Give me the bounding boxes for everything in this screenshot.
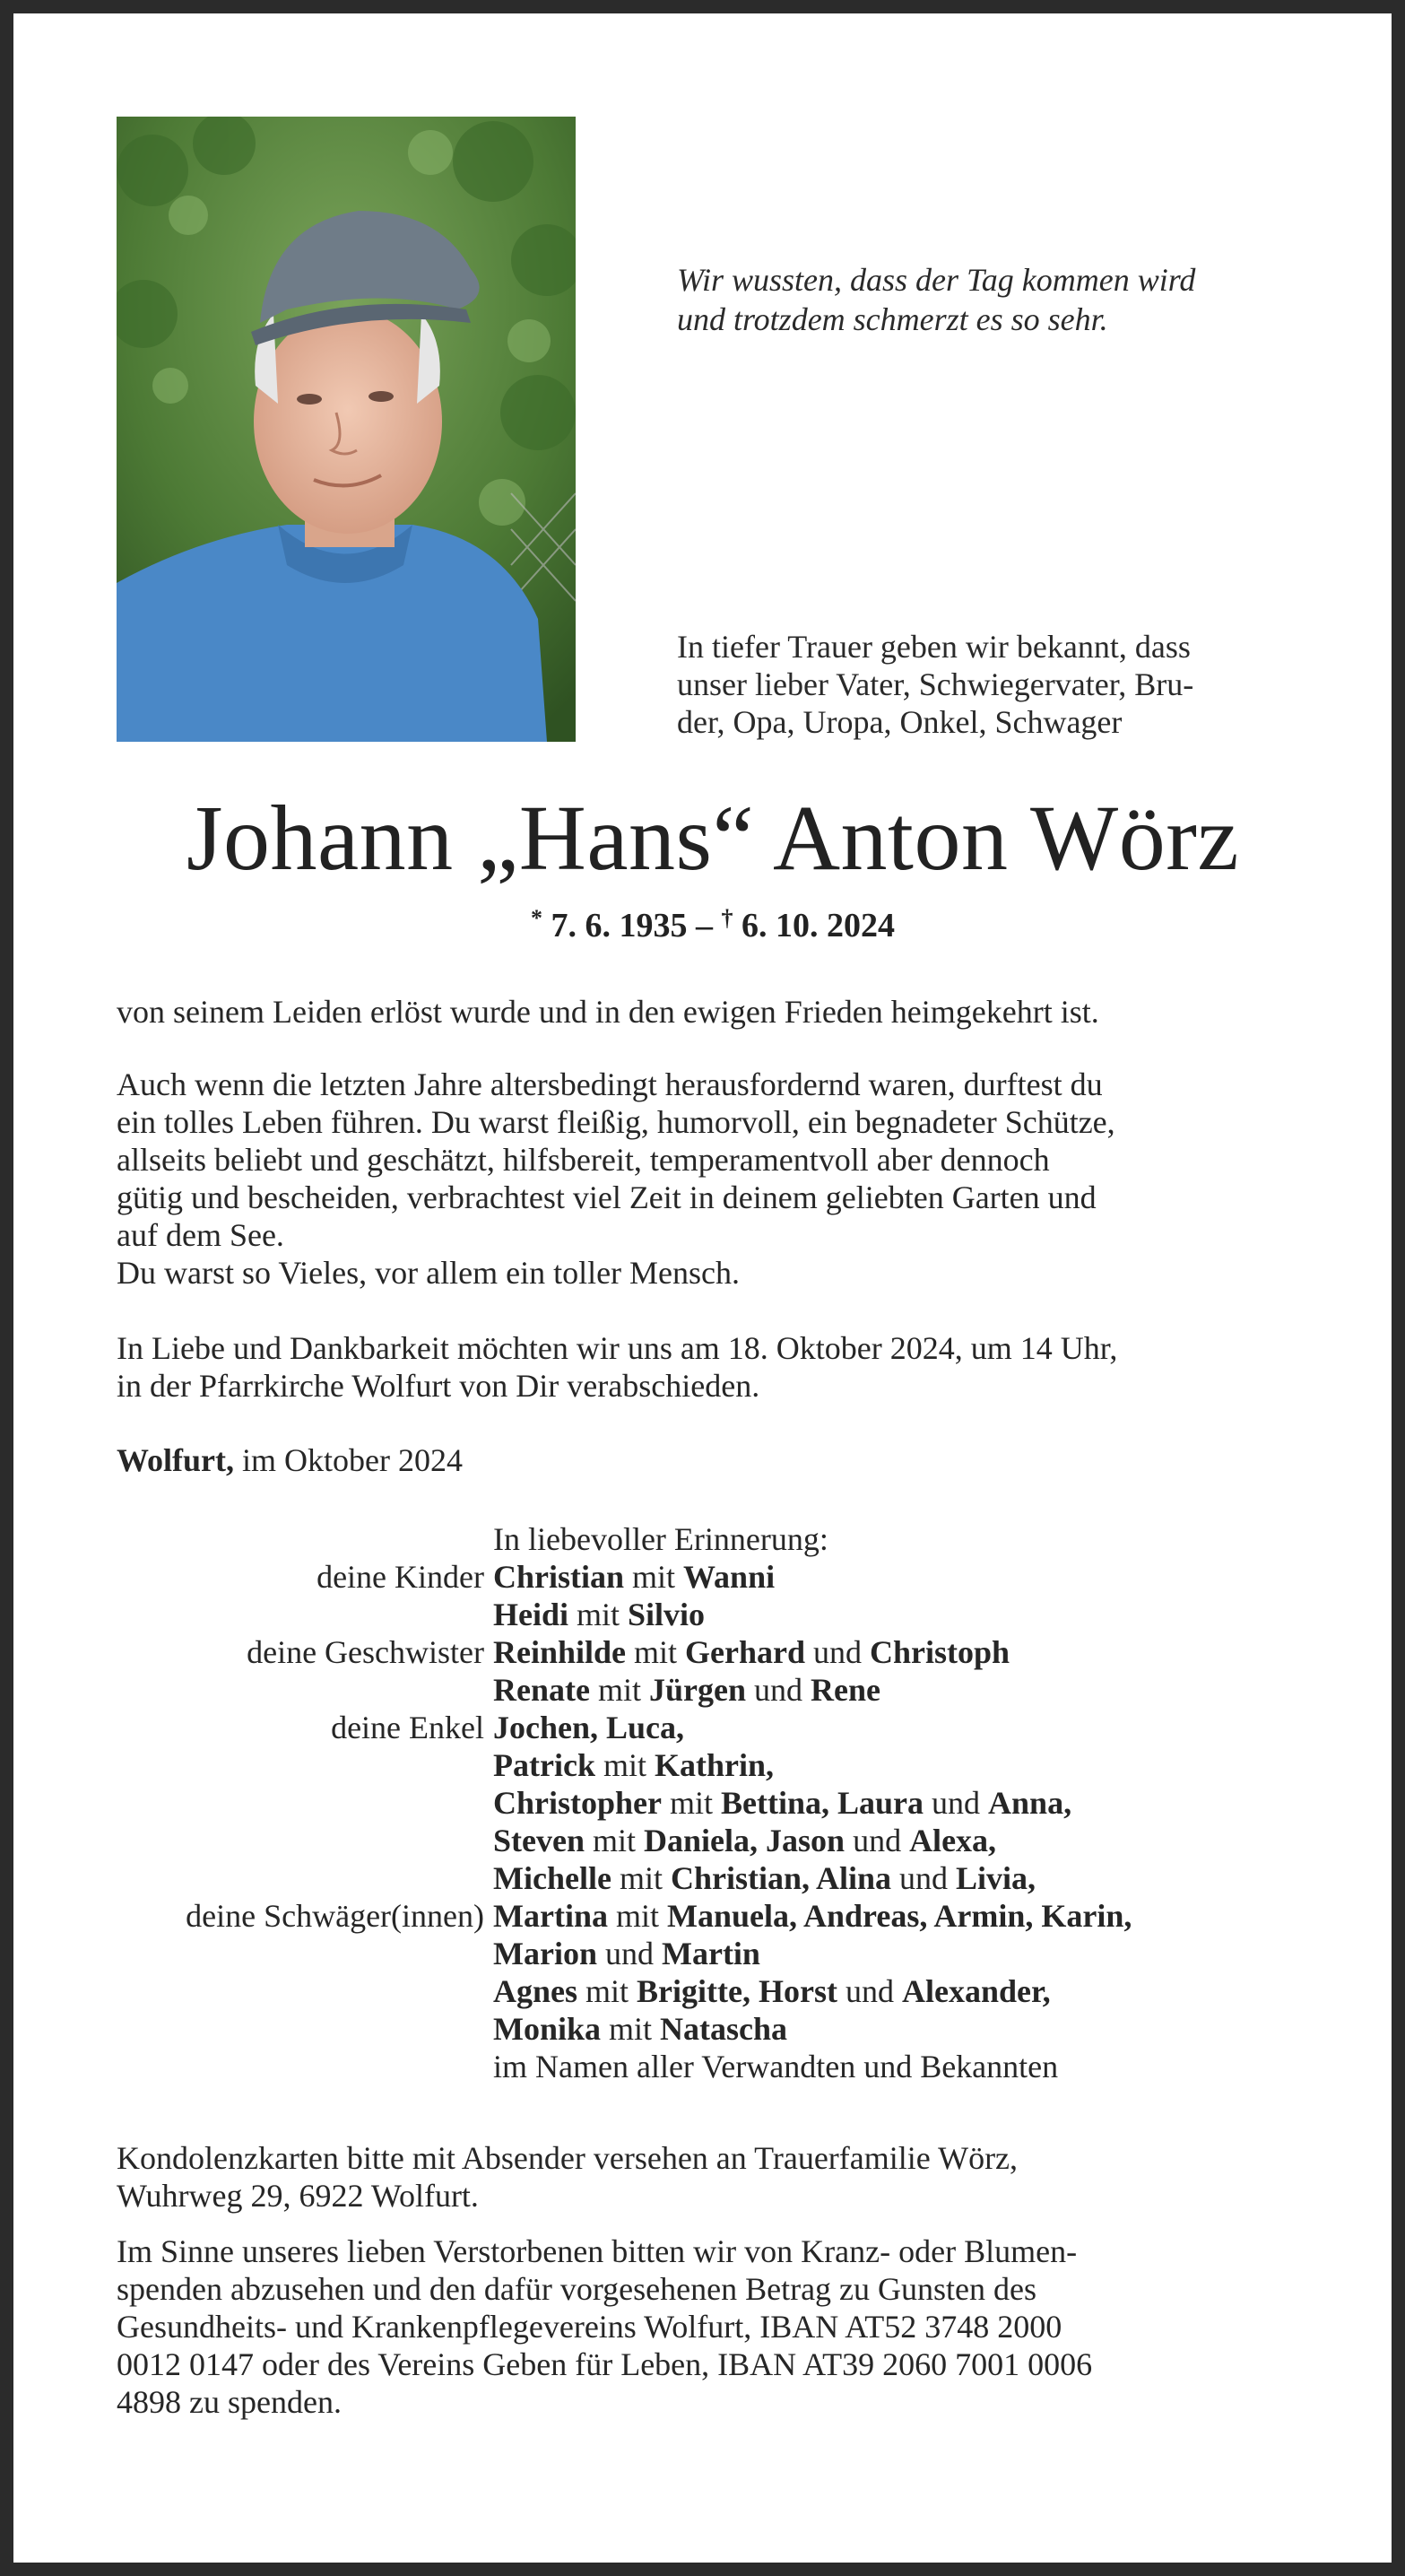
announcement-intro [677, 628, 1305, 741]
birth-mark: * [531, 905, 542, 931]
mourner-rows [117, 1558, 1327, 2085]
relative-name: Christian [493, 1559, 625, 1595]
connector-text: und [596, 1936, 662, 1971]
relative-names [493, 1671, 1327, 1709]
relative-name: Michelle [493, 1860, 611, 1896]
connector-text: und [837, 1973, 902, 2009]
relative-name: Livia, [956, 1860, 1036, 1896]
place-date-line [117, 1441, 1309, 1479]
relation-label [117, 1935, 493, 1972]
relative-name: Marion [493, 1936, 597, 1971]
relative-name: Agnes [493, 1973, 578, 2009]
mourner-row [117, 1671, 1327, 1709]
tribute-line: ein tolles Leben führen. Du warst fleißig, humorvoll, ein begnadeter Schütze, [117, 1104, 1115, 1140]
relative-name: Heidi [493, 1597, 569, 1632]
connector-text: mit [607, 1898, 667, 1934]
released-paragraph: von seinem Leiden erlöst wurde und in den ewigen Frieden heimgekehrt ist. [117, 994, 1099, 1030]
farewell-line: In Liebe und Dankbarkeit möchten wir uns am 18. Oktober 2024, um 14 Uhr, [117, 1330, 1118, 1366]
connector-text: mit [585, 1823, 645, 1858]
relative-name: Kathrin, [654, 1747, 774, 1783]
relative-name: Rene [810, 1672, 880, 1708]
mourners-heading: In liebevoller Erinnerung: [493, 1521, 828, 1557]
donation-line: 4898 zu spenden. [117, 2384, 342, 2420]
connector-text: mit [611, 1860, 671, 1896]
relative-name: Natascha [660, 2011, 788, 2047]
date-separator: – [696, 907, 713, 944]
connector-text: mit [577, 1973, 637, 2009]
death-mark: † [721, 905, 733, 931]
condolence-line: Kondolenzkarten bitte mit Absender versehen an Trauerfamilie Wörz, [117, 2140, 1019, 2176]
connector-text: mit [662, 1785, 722, 1821]
relative-names [493, 2010, 1327, 2048]
mourner-row [117, 1859, 1327, 1897]
donation-line: 0012 0147 oder des Vereins Geben für Leben, IBAN AT39 2060 7001 0006 [117, 2346, 1093, 2382]
relative-names [493, 1596, 1327, 1633]
connector-text: und [891, 1860, 957, 1896]
farewell-line: in der Pfarrkirche Wolfurt von Dir verabschieden. [117, 1368, 760, 1404]
connector-text: mit [624, 1559, 684, 1595]
mourner-row [117, 1972, 1327, 2010]
relation-label [117, 1671, 493, 1709]
relative-name: Martina [493, 1898, 608, 1934]
quote-line: Wir wussten, dass der Tag kommen wird [677, 262, 1196, 298]
relation-label [117, 2048, 493, 2085]
mourners-heading-row [117, 1520, 1327, 1558]
mourner-row [117, 1558, 1327, 1596]
relative-name: Martin [661, 1936, 760, 1971]
relation-label: deine Kinder [317, 1559, 484, 1595]
relation-label [117, 1822, 493, 1859]
relative-name: Reinhilde [493, 1634, 627, 1670]
donation-line: Gesundheits- und Krankenpflegevereins Wolfurt, IBAN AT52 3748 2000 [117, 2309, 1062, 2345]
intro-line: In tiefer Trauer geben wir bekannt, dass [677, 629, 1191, 665]
connector-text: mit [589, 1672, 649, 1708]
mourner-row [117, 1633, 1327, 1671]
connector-text: mit [568, 1597, 629, 1632]
donation-paragraph [117, 2232, 1309, 2421]
tribute-line: gütig und bescheiden, verbrachtest viel Zeit in deinem geliebten Garten und [117, 1179, 1097, 1215]
intro-line: unser lieber Vater, Schwiegervater, Bru- [677, 666, 1194, 702]
connector-text: und [745, 1672, 811, 1708]
relation-label [117, 2010, 493, 2048]
relative-name: Monika [493, 2011, 602, 2047]
connector-text: mit [594, 1747, 655, 1783]
tribute-paragraph [117, 1066, 1309, 1292]
mourner-row [117, 1709, 1327, 1746]
relative-names [493, 1746, 1327, 1784]
relative-name: Bettina, Laura [721, 1785, 924, 1821]
relative-name: Christian, Alina [670, 1860, 892, 1896]
tribute-line: Auch wenn die letzten Jahre altersbedingt herausfordernd waren, durftest du [117, 1066, 1103, 1102]
relative-names [493, 1633, 1327, 1671]
relative-names [493, 1709, 1327, 1746]
death-date: 6. 10. 2024 [742, 907, 895, 944]
relative-name: Manuela, Andreas, Armin, Karin, [666, 1898, 1132, 1934]
relative-name: Renate [493, 1672, 590, 1708]
relative-names [493, 1558, 1327, 1596]
connector-text: mit [601, 2011, 661, 2047]
relation-label [117, 1746, 493, 1784]
mourner-row [117, 2048, 1327, 2085]
quote-line: und trotzdem schmerzt es so sehr. [677, 301, 1108, 337]
relative-names [493, 1822, 1327, 1859]
mourners-list [117, 1520, 1327, 2085]
connector-text: im Namen aller Verwandten und Bekannten [493, 2049, 1059, 2084]
mourner-row [117, 2010, 1327, 2048]
relative-name: Alexander, [901, 1973, 1051, 2009]
connector-text: und [845, 1823, 910, 1858]
donation-line: Im Sinne unseres lieben Verstorbenen bitten wir von Kranz- oder Blumen- [117, 2233, 1078, 2269]
date: im Oktober 2024 [234, 1442, 463, 1478]
relation-label [117, 1596, 493, 1633]
relative-names [493, 2048, 1327, 2085]
relative-name: Brigitte, Horst [637, 1973, 837, 2009]
intro-line: der, Opa, Uropa, Onkel, Schwager [677, 704, 1123, 740]
donation-line: spenden abzusehen und den dafür vorgesehenen Betrag zu Gunsten des [117, 2271, 1036, 2307]
farewell-paragraph [117, 1329, 1309, 1405]
condolence-paragraph [117, 2139, 1309, 2215]
portrait-illustration [117, 117, 576, 742]
relative-name: Alexa, [909, 1823, 997, 1858]
relative-names [493, 1972, 1327, 2010]
relative-names [493, 1784, 1327, 1822]
deceased-name: Johann „Hans“ Anton Wörz [186, 787, 1240, 890]
connector-text: und [805, 1634, 871, 1670]
relation-label: deine Geschwister [247, 1634, 484, 1670]
relation-label [117, 1784, 493, 1822]
relation-label: deine Enkel [331, 1710, 484, 1745]
relative-name: Christoph [870, 1634, 1010, 1670]
relative-name: Steven [493, 1823, 585, 1858]
relative-name: Silvio [628, 1597, 706, 1632]
tribute-line: Du warst so Vieles, vor allem ein toller Mensch. [117, 1255, 741, 1291]
relation-label [117, 1859, 493, 1897]
connector-text: und [924, 1785, 989, 1821]
obituary-notice [13, 13, 1392, 2563]
mourner-row [117, 1897, 1327, 1935]
mourner-row [117, 1935, 1327, 1972]
relative-name: Gerhard [685, 1634, 806, 1670]
relative-names [493, 1859, 1327, 1897]
relative-names [493, 1897, 1327, 1935]
tribute-line: auf dem See. [117, 1217, 284, 1253]
relative-names [493, 1935, 1327, 1972]
relation-label [117, 1972, 493, 2010]
relative-name: Daniela, Jason [644, 1823, 846, 1858]
mourner-row [117, 1596, 1327, 1633]
mourner-row [117, 1784, 1327, 1822]
relative-name: Jochen, Luca, [493, 1710, 685, 1745]
tribute-line: allseits beliebt und geschätzt, hilfsbereit, temperamentvoll aber dennoch [117, 1142, 1050, 1178]
connector-text: mit [626, 1634, 686, 1670]
relative-name: Anna, [988, 1785, 1072, 1821]
memorial-quote [677, 260, 1323, 339]
mourner-row [117, 1746, 1327, 1784]
place: Wolfurt, [117, 1442, 234, 1478]
life-dates [103, 897, 1323, 947]
relative-name: Jürgen [648, 1672, 746, 1708]
relative-name: Christopher [493, 1785, 662, 1821]
birth-date: 7. 6. 1935 [551, 907, 688, 944]
portrait-photo [117, 117, 576, 742]
mourner-row [117, 1822, 1327, 1859]
relative-name: Wanni [683, 1559, 776, 1595]
relation-label: deine Schwäger(innen) [186, 1898, 484, 1934]
relative-name: Patrick [493, 1747, 595, 1783]
condolence-line: Wuhrweg 29, 6922 Wolfurt. [117, 2178, 479, 2214]
